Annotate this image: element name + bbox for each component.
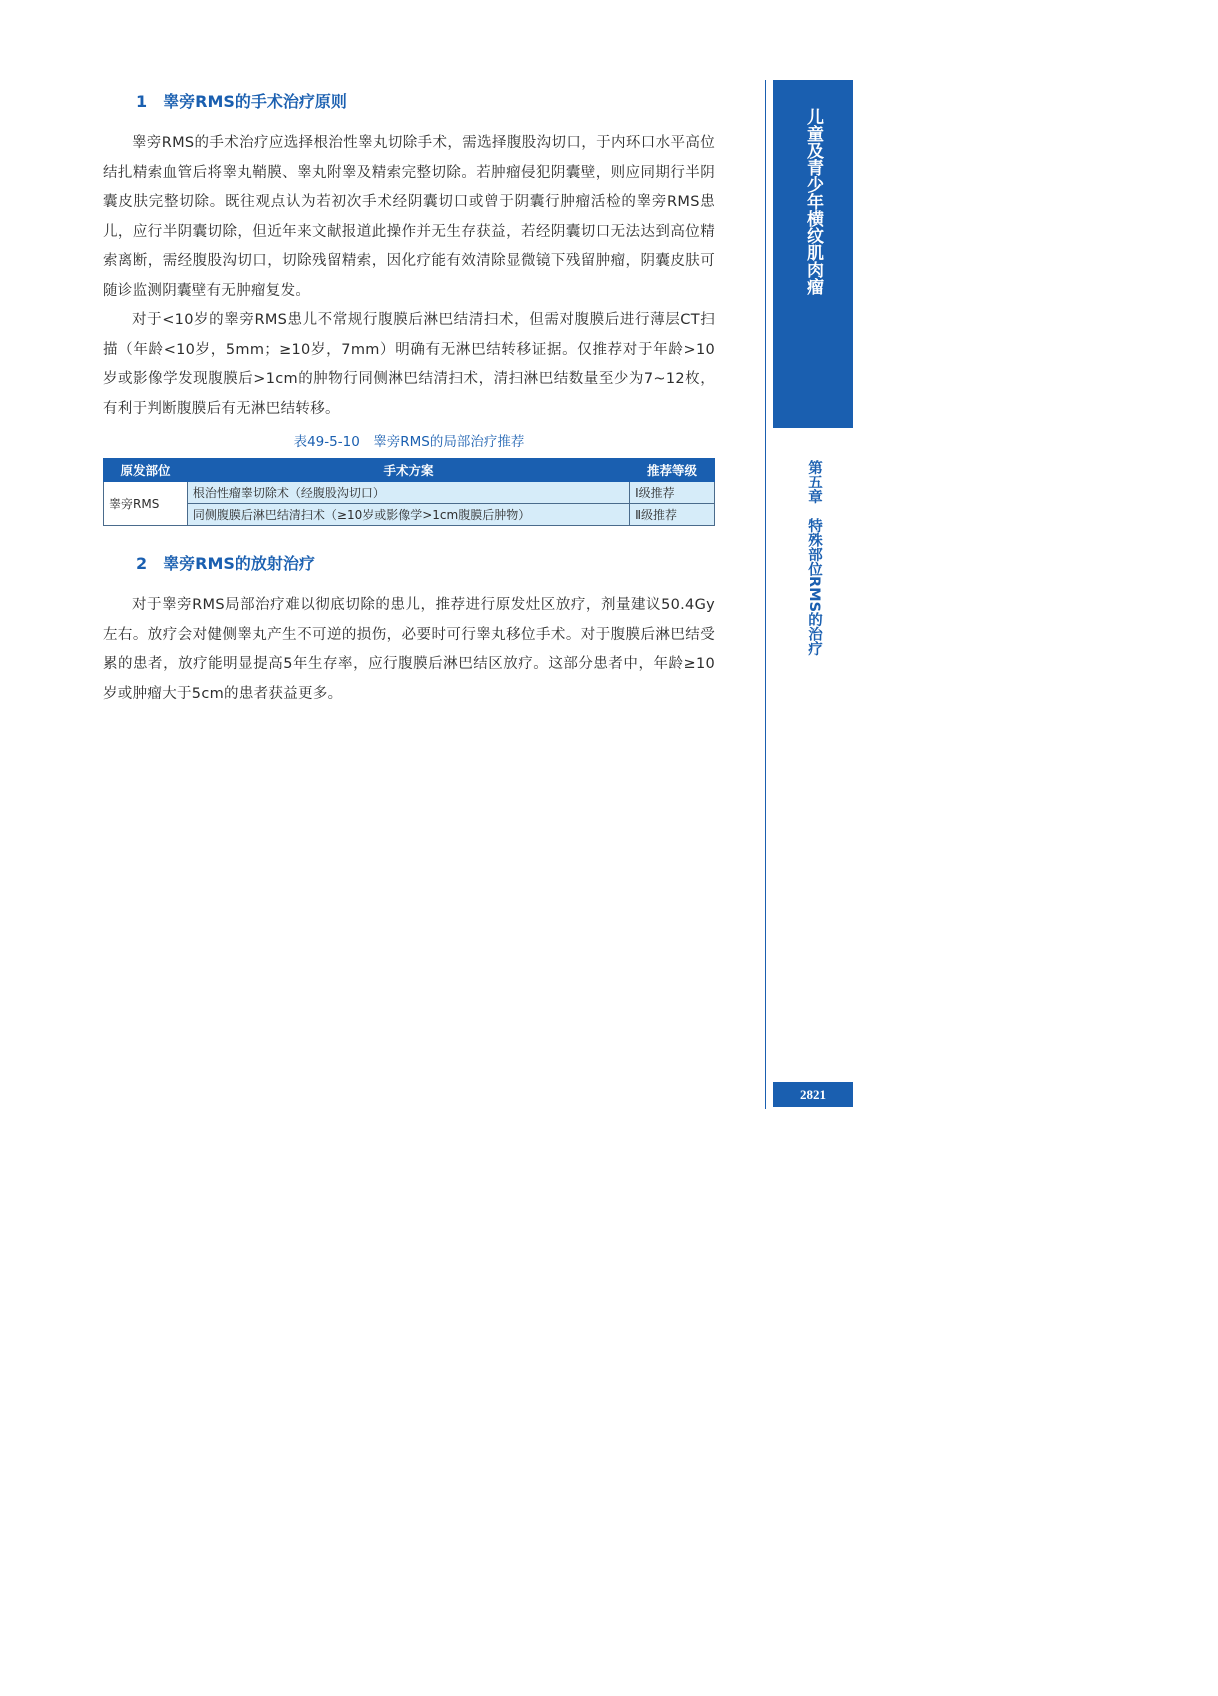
cell-grade: Ⅱ级推荐 bbox=[630, 504, 715, 526]
section-2-paragraph-1: 对于睾旁RMS局部治疗难以彻底切除的患儿，推荐进行原发灶区放疗，剂量建议50.4Gy左右。放疗会对健侧睾丸产生不可逆的损伤，必要时可行睾丸移位手术。对于腹膜后淋巴结受累的患者，放疗能明显提高5年生存率，应行腹膜后淋巴结区放疗。这部分患者中，年龄≥10岁或肿瘤大于5cm的患者获益更多。 bbox=[103, 597, 715, 702]
book-title: 儿童及青少年横纹肌肉瘤 bbox=[803, 108, 823, 295]
section-1-title: 睾旁RMS的手术治疗原则 bbox=[163, 92, 347, 111]
header-plan: 手术方案 bbox=[187, 459, 629, 482]
page-number: 2821 bbox=[773, 1082, 853, 1107]
section-2-heading bbox=[103, 548, 715, 580]
cell-site: 睾旁RMS bbox=[104, 482, 188, 526]
recommendation-table bbox=[103, 458, 715, 526]
section-2-number: 2 bbox=[136, 554, 148, 573]
table-caption: 表49-5-10 睾旁RMS的局部治疗推荐 bbox=[293, 434, 525, 450]
section-1-number: 1 bbox=[136, 92, 148, 111]
header-site: 原发部位 bbox=[104, 459, 188, 482]
cell-grade: Ⅰ级推荐 bbox=[630, 482, 715, 504]
cell-plan: 同侧腹膜后淋巴结清扫术（≥10岁或影像学>1cm腹膜后肿物） bbox=[187, 504, 629, 526]
chapter-label: 第五章 特殊部位RMS的治疗 bbox=[806, 460, 822, 656]
table-row bbox=[104, 482, 715, 504]
table-row bbox=[104, 504, 715, 526]
section-1-paragraph-1: 睾旁RMS的手术治疗应选择根治性睾丸切除手术，需选择腹股沟切口，于内环口水平高位结扎精索血管后将睾丸鞘膜、睾丸附睾及精索完整切除。若肿瘤侵犯阴囊壁，则应同期行半阴囊皮肤完整切除。既往观点认为若初次手术经阴囊切口或曾于阴囊行肿瘤活检的睾旁RMS患儿，应行半阴囊切除，但近年来文献报道此操作并无生存获益，若经阴囊切口无法达到高位精索离断，需经腹股沟切口，切除残留精索，因化疗能有效清除显微镜下残留肿瘤，阴囊皮肤可随诊监测阴囊壁有无肿瘤复发。 bbox=[103, 135, 715, 299]
cell-plan: 根治性瘤睾切除术（经腹股沟切口） bbox=[187, 482, 629, 504]
section-2-title: 睾旁RMS的放射治疗 bbox=[163, 554, 315, 573]
header-grade: 推荐等级 bbox=[630, 459, 715, 482]
margin-divider-line bbox=[765, 80, 766, 1109]
main-content bbox=[103, 86, 715, 709]
section-1-heading bbox=[103, 86, 715, 118]
table-header-row bbox=[104, 459, 715, 482]
section-1-paragraph-2: 对于<10岁的睾旁RMS患儿不常规行腹膜后淋巴结清扫术，但需对腹膜后进行薄层CT扫描（年龄<10岁，5mm；≥10岁，7mm）明确有无淋巴结转移证据。仅推荐对于年龄>10岁或影像学发现腹膜后>1cm的肿物行同侧淋巴结清扫术，清扫淋巴结数量至少为7~12枚，有利于判断腹膜后有无淋巴结转移。 bbox=[103, 312, 715, 417]
